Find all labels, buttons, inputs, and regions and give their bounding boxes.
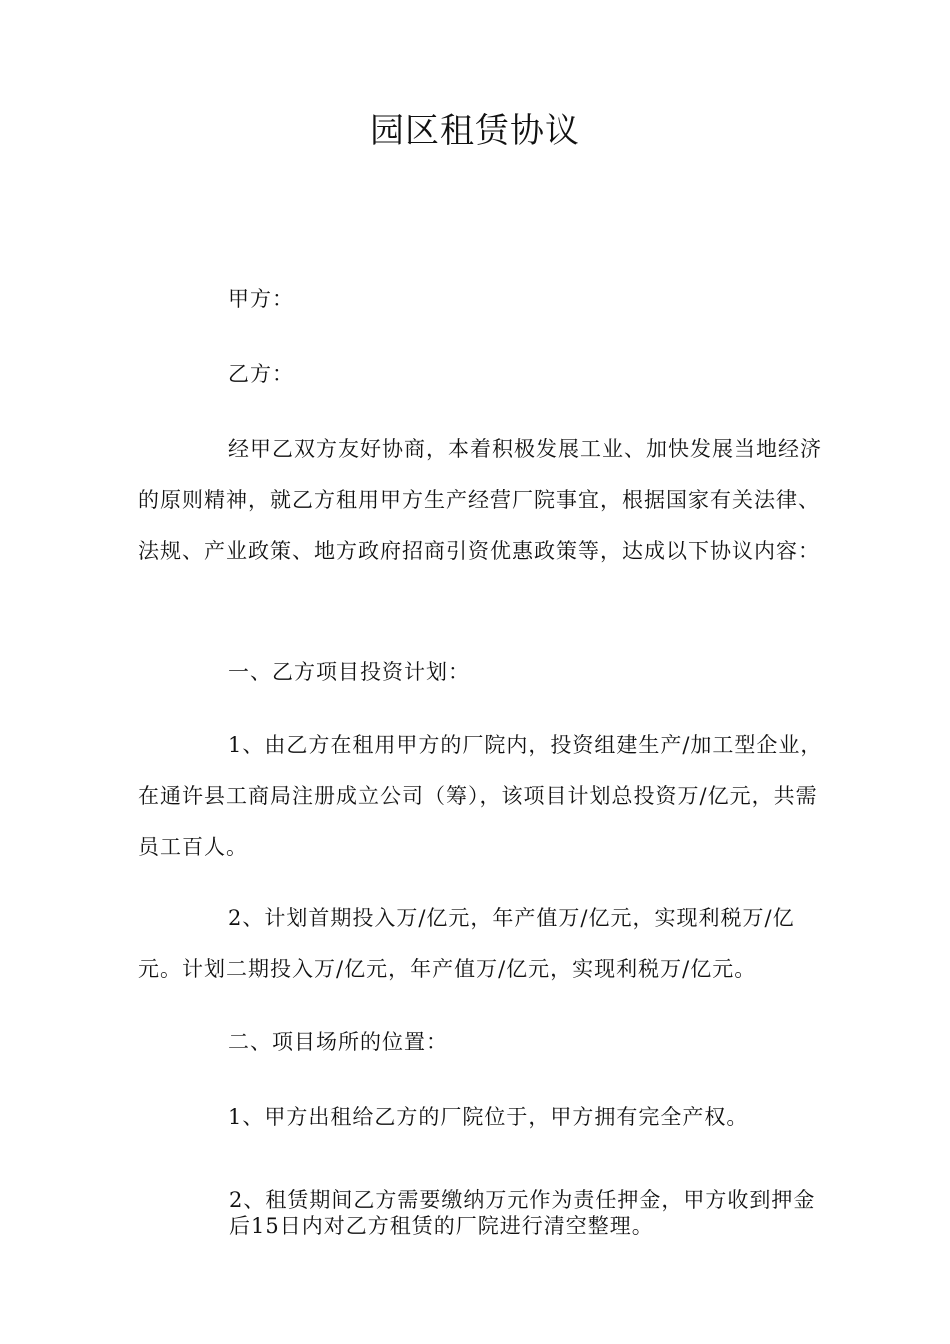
section1-heading: 一、乙方项目投资计划：	[228, 660, 470, 684]
section1-item1: 1、由乙方在租用甲方的厂院内，投资组建生产/加工型企业，在通许县工商局注册成立公司（筹），该项目计划总投资万/亿元，共需员工百人。	[138, 733, 823, 859]
section1-item2: 2、计划首期投入万/亿元，年产值万/亿元，实现利税万/亿元。计划二期投入万/亿元，年产值万/亿元，实现利税万/亿元。	[138, 906, 795, 981]
party-b-line: 乙方：	[228, 362, 294, 386]
section2-item1: 1、甲方出租给乙方的厂院位于，甲方拥有完全产权。	[228, 1105, 749, 1129]
section2-item2: 2、租赁期间乙方需要缴纳万元作为责任押金，甲方收到押金后15日内对乙方租赁的厂院进行清空整理。	[229, 1188, 816, 1238]
section2-heading: 二、项目场所的位置：	[228, 1030, 448, 1054]
intro-paragraph: 经甲乙双方友好协商，本着积极发展工业、加快发展当地经济的原则精神，就乙方租用甲方生产经营厂院事宜，根据国家有关法律、法规、产业政策、地方政府招商引资优惠政策等，达成以下协议内容：	[138, 437, 822, 563]
document-title: 园区租赁协议	[370, 111, 580, 151]
party-a-line: 甲方：	[228, 287, 294, 311]
